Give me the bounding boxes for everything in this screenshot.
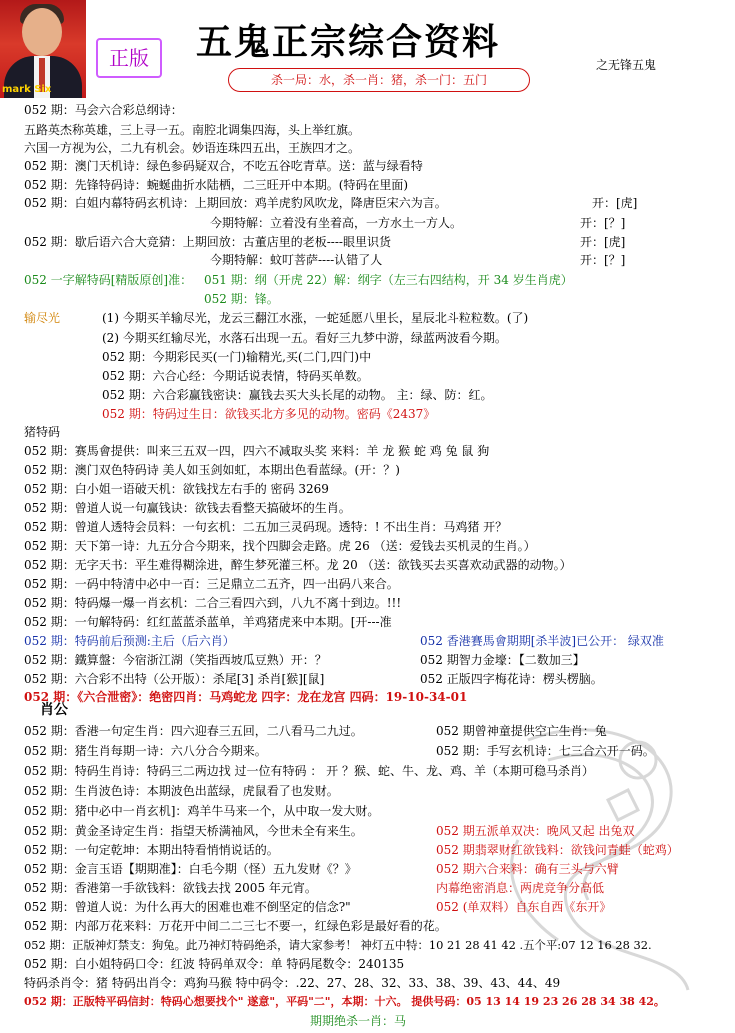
line-29b: 052 香港賽馬會期期[杀半波]已公开： 绿双准 [420,634,664,648]
line-8a: 052 期：歇后语六合大竞猜：上期回放：古董店里的老板----眼里识货 [24,235,391,249]
line-38: 052 期：猪中必中一肖玄机]：鸡羊牛马来一个，从中取一发大财。 [24,804,380,818]
line-35a: 052 期：猪生肖每期一诗：六八分合今期来。 [24,744,267,758]
page-title: 五鬼正宗综合资料 [196,21,501,63]
line-47: 特码杀肖令：猪 特码出肖令：鸡狗马猴 特中码令：.22、27、28、32、33、38、39、43、44、49 [24,976,561,990]
line-41a: 052 期：金言玉语【期期准】：白毛今期（怪）五九发财《？》 [24,862,357,876]
line-45: 052 期：正版神灯禁支：狗兔。此乃神灯特码绝杀，请大家参考！ 神灯五中特：10 21 28 41 42 .五个平:07 12 16 28 32. [24,938,652,952]
line-10a: 052 一字解特码[精版原创]准： [24,273,193,287]
line-4: 052 期：澳门天机诗：绿色参码疑双合，不吃五谷吃青草。送：蓝与绿看特 [24,159,423,173]
line-24: 052 期：天下第一诗：九五分合今期来，找个四脚会走路。虎 26 （送：爱钱去买机灵的生肖。） [24,539,536,553]
line-37: 052 期：生肖波色诗：本期波色出蓝绿，虎鼠看了也发财。 [24,784,339,798]
line-33: 肖公 [40,702,68,718]
line-27: 052 期：特码爆一爆一肖玄机：二合三看四六到，八九不离十到边。!!! [24,596,402,610]
line-16: 052 期：六合彩赢钱密诀：赢钱去买大头长尾的动物。 主：绿、防：红。 [102,388,493,402]
line-34b: 052 期曾神童提供空亡生肖：兔 [436,724,607,738]
author-label: 之无锋五鬼 [596,58,657,72]
line-9a: 今期特解：蚊叮菩萨----认错了人 [210,253,383,267]
line-30a: 052 期：鐵算盤：今宿浙江湖（笑指西坡瓜豆熟）开：？ [24,653,327,667]
portrait-face [22,8,62,56]
line-40b: 052 期翡翠财红欲钱料：欲钱问青蛙（蛇鸡） [436,843,679,857]
line-11: 052 期：锋。 [204,292,279,306]
line-19: 052 期：赛馬會提供：叫来三五双一四，四六不减取头奖 来料：羊 龙 猴 蛇 鸡 兔 鼠 狗 [24,444,490,458]
line-49: 期期绝杀一肖：马 [310,1014,407,1028]
line-2: 五路英杰称英雄，三上寻一五。南腔北调集四海，头上举红旗。 [24,123,361,137]
line-29a: 052 期：特码前后预测:主后（后六肖） [24,634,235,648]
line-7b: 开：[？] [580,216,626,230]
line-25: 052 期：无字天书：平生难得糊涂进，醉生梦死灌三杯。龙 20 （送：欲钱买去买喜欢动武器的动物。） [24,558,572,572]
line-42a: 052 期：香港第一手欲钱料：欲钱去找 2005 年元宵。 [24,881,317,895]
line-39b: 052 期五派单双决：晚风又起 出兔双 [436,824,635,838]
line-15: 052 期：六合心经：今期话说表情，特码买单数。 [102,369,369,383]
line-28: 052 期：一句解特码：红红蓝蓝杀蓝单，羊鸡猪虎来中本期。[开---准 [24,615,392,629]
line-7a: 今期特解：立着没有坐着高，一方水土一方人。 [210,216,463,230]
line-31a: 052 期：六合彩不出特（公开版）：杀尾[3] 杀肖[猴][鼠] [24,672,325,686]
line-36: 052 期：特码生肖诗：特码三二两边找 过一位有特码 ： 开 ？猴、蛇、牛、龙、鸡、羊（本期可稳马杀肖） [24,764,594,778]
line-9b: 开：[？] [580,253,626,267]
line-39a: 052 期：黄金圣诗定生肖：指望天桥满袖风，今世未全有来生。 [24,824,363,838]
line-35b: 052 期：手写玄机诗：七三合六开一码。 [436,744,655,758]
line-41b: 052 期六合来料：确有三头与六臂 [436,862,619,876]
line-30b: 052 期智力金壕：【二数加三】 [420,653,585,667]
line-5: 052 期：先锋特码诗：蜿蜒曲折水陆栖，二三旺开中本期。(特码在里面) [24,178,409,192]
line-42b: 内幕绝密消息：两虎竞争分高低 [436,881,605,895]
line-44: 052 期：内部万花来料：万花开中间二二三七不要一，红绿色彩是最好看的花。 [24,919,447,933]
line-1: 052 期：马会六合彩总纲诗： [24,103,183,117]
line-34a: 052 期：香港一句定生肖：四六迎春三五回，二八看马二九过。 [24,724,363,738]
kill-summary-box: 杀一局：水，杀一肖：猪，杀一门：五门 [228,68,530,92]
line-23: 052 期：曾道人透特会员料：一句玄机：二五加三灵码现。透特：! 不出生肖：马鸡猪 开？ [24,520,508,534]
line-6b: 开：[虎] [592,196,638,210]
line-46: 052 期：白小姐特码口令：红波 特码单双令：单 特码尾数令：240135 [24,957,405,971]
line-6a: 052 期：白姐内幕特码玄机诗：上期回放：鸡羊虎豹风吹龙，降唐臣宋六为言。 [24,196,447,210]
line-3: 六国一方视为公，二九有机会。妙语连珠四五出，王族四才之。 [24,141,361,155]
photo-brand-text: mark Six [2,84,52,95]
line-17: 052 期：特码过生日：欲钱买北方多见的动物。密码《2437》 [102,407,436,421]
line-26: 052 期：一码中特清中必中一百：三足鼎立二五齐，四一出码八来合。 [24,577,399,591]
line-43a: 052 期：曾道人说：为什么再大的困难也难不倒坚定的信念?" [24,900,351,914]
line-14: 052 期：今期彩民买(一门)输精光,买(二门,四门)中 [102,350,372,364]
genuine-badge: 正版 [96,38,162,78]
line-12b: (1) 今期买羊输尽光，龙云三翻江水涨，一蛇延愿八里长，星辰北斗粒粒数。(了) [102,311,529,325]
line-20: 052 期：澳门双色特码诗 美人如玉剑如虹，本期出色看蓝绿。(开：？) [24,463,400,477]
line-32: 052 期：《六合泄密》：绝密四肖：马鸡蛇龙 四字：龙在龙宫 四码：19-10-34-01 [24,690,468,704]
line-13: (2) 今期买红输尽光，水落石出现一五。看好三九梦中游，绿蓝两波看今期。 [102,331,507,345]
portrait-photo [0,0,86,98]
line-8b: 开：[虎] [580,235,626,249]
line-43b: 052 (单双料）自东自西《东开》 [436,900,612,914]
line-10b: 051 期：纲（开虎 22）解：纲字（左三右四结构，开 34 岁生肖虎） [204,273,573,287]
line-22: 052 期：曾道人说一句赢钱诀：欲钱去看整天搞破坏的生肖。 [24,501,351,515]
line-31b: 052 正版四字梅花诗：楞头楞脑。 [420,672,603,686]
line-21: 052 期：白小姐一语破天机：欲钱找左右手的 密码 3269 [24,482,329,496]
line-12a: 输尽光 [24,311,61,325]
line-18: 猪特码 [24,425,61,439]
line-40a: 052 期：一句定乾坤：本期出特看悄悄说话的。 [24,843,279,857]
line-48: 052 期：正版特平码信封：特码心想要找个" 遂意"，平码"二"，本期：十六。 提供号码：05 13 14 19 23 26 28 34 38 42。 [24,995,665,1008]
